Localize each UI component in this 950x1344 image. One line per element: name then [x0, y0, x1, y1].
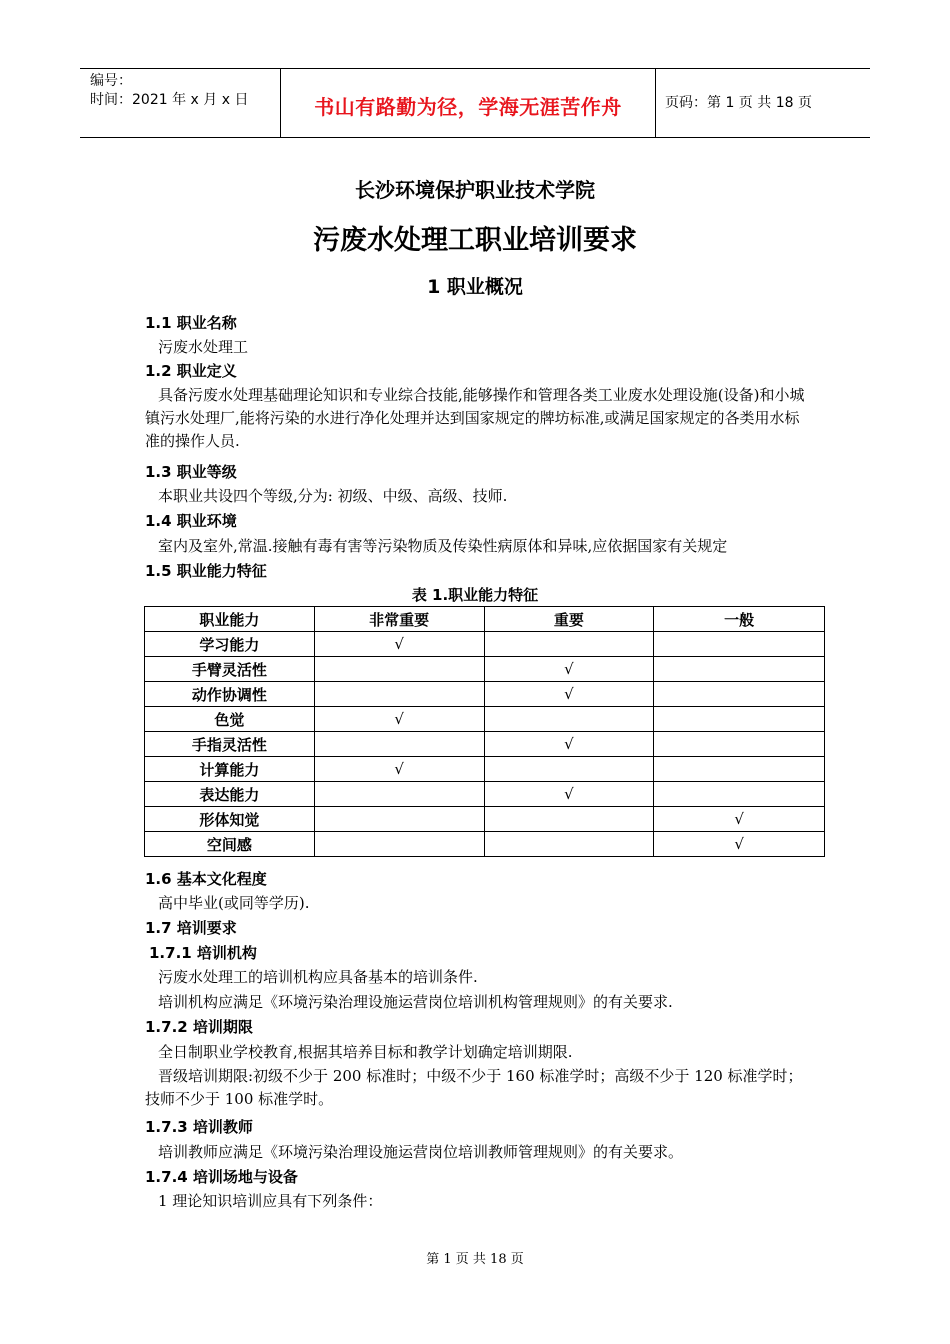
section-1-2-text: 具备污废水处理基础理论知识和专业综合技能,能够操作和管理各类工业废水处理设施(设备)和小城镇污水处理厂,能将污染的水进行净化处理并达到国家规定的牌坊标准,或满足国家规定的各类用水标准的操作人员.	[145, 386, 805, 450]
ability-name: 色觉	[145, 707, 315, 732]
section-1-3-text: 本职业共设四个等级,分为: 初级、中级、高级、技师.	[158, 487, 508, 505]
section-1-7-3-heading: 1.7.3 培训教师	[145, 1118, 253, 1136]
motto: 书山有路勤为径，学海无涯苦作舟	[314, 95, 622, 119]
section-1-7-2-text2: 晋级培训期限:初级不少于 200 标准时；中级不少于 160 标准学时；高级不少于 120 标准学时；技师不少于 100 标准学时。	[145, 1067, 803, 1108]
ability-name: 手臂灵活性	[145, 657, 315, 682]
table-cell	[484, 832, 654, 857]
ability-name: 学习能力	[145, 632, 315, 657]
section-1-1-heading: 1.1 职业名称	[145, 314, 237, 332]
table-row	[145, 707, 825, 732]
table-cell	[314, 832, 484, 857]
code-label: 编号：	[90, 73, 132, 89]
table-row	[145, 732, 825, 757]
section-1-3-heading: 1.3 职业等级	[145, 463, 237, 481]
time-label: 时间：2021 年 x 月 x 日	[90, 92, 249, 108]
section-1-7-1-text2: 培训机构应满足《环境污染治理设施运营岗位培训机构管理规则》的有关要求.	[158, 993, 673, 1011]
table-cell	[654, 757, 825, 782]
column-header: 职业能力	[145, 607, 315, 632]
section-1-7-2-text1: 全日制职业学校教育,根据其培养目标和教学计划确定培训期限.	[158, 1043, 573, 1061]
table-cell: √	[314, 707, 484, 732]
table-cell	[314, 807, 484, 832]
section-1-7-4-heading: 1.7.4 培训场地与设备	[145, 1168, 298, 1186]
school-name: 长沙环境保护职业技术学院	[355, 178, 595, 202]
ability-name: 手指灵活性	[145, 732, 315, 757]
section-1-6-heading: 1.6 基本文化程度	[145, 870, 267, 888]
table-cell	[314, 682, 484, 707]
section-1-7-3-text: 培训教师应满足《环境污染治理设施运营岗位培训教师管理规则》的有关要求。	[158, 1143, 684, 1161]
table-row	[145, 632, 825, 657]
table-cell	[314, 782, 484, 807]
section-1-4-text: 室内及室外,常温.接触有毒有害等污染物质及传染性病原体和异味,应依据国家有关规定	[158, 537, 728, 555]
table-row	[145, 782, 825, 807]
table-cell: √	[484, 657, 654, 682]
document-title: 污废水处理工职业培训要求	[313, 225, 637, 256]
table-cell	[314, 657, 484, 682]
ability-table	[144, 606, 825, 857]
table-cell	[654, 657, 825, 682]
page-footer: 第 1 页 共 18 页	[426, 1252, 524, 1267]
table-row	[145, 657, 825, 682]
table-cell: √	[484, 732, 654, 757]
ability-name: 空间感	[145, 832, 315, 857]
table-cell	[484, 707, 654, 732]
section-1-6-text: 高中毕业(或同等学历).	[158, 894, 310, 912]
chapter-heading: 1 职业概况	[427, 276, 523, 298]
table-cell: √	[484, 782, 654, 807]
section-1-7-1-text1: 污废水处理工的培训机构应具备基本的培训条件.	[158, 968, 478, 986]
column-header: 非常重要	[314, 607, 484, 632]
section-1-5-heading: 1.5 职业能力特征	[145, 562, 267, 580]
table-cell	[314, 732, 484, 757]
table-cell: √	[484, 682, 654, 707]
table-cell	[654, 682, 825, 707]
section-1-7-heading: 1.7 培训要求	[145, 919, 237, 937]
section-1-7-2-heading: 1.7.2 培训期限	[145, 1018, 253, 1036]
table-cell	[654, 632, 825, 657]
section-1-1-text: 污废水处理工	[158, 338, 249, 356]
table-cell	[484, 632, 654, 657]
table-row	[145, 757, 825, 782]
table-cell	[654, 732, 825, 757]
table-cell: √	[654, 807, 825, 832]
section-1-7-1-heading: 1.7.1 培训机构	[149, 944, 257, 962]
table-row	[145, 807, 825, 832]
table-cell: √	[314, 632, 484, 657]
ability-name: 表达能力	[145, 782, 315, 807]
table-row	[145, 832, 825, 857]
table-cell	[484, 757, 654, 782]
ability-name: 计算能力	[145, 757, 315, 782]
section-1-4-heading: 1.4 职业环境	[145, 512, 237, 530]
table-cell: √	[314, 757, 484, 782]
header-motto-cell	[280, 69, 656, 137]
page-info: 页码：第 1 页 共 18 页	[665, 95, 812, 111]
section-1-7-4-text: 1 理论知识培训应具有下列条件：	[158, 1192, 383, 1210]
column-header: 一般	[654, 607, 825, 632]
header-left-cell	[80, 69, 280, 137]
table-cell	[654, 707, 825, 732]
ability-name: 形体知觉	[145, 807, 315, 832]
section-1-2-heading: 1.2 职业定义	[145, 362, 237, 380]
table-cell: √	[654, 832, 825, 857]
column-header: 重要	[484, 607, 654, 632]
header-right-cell	[655, 69, 870, 137]
table-header-row	[145, 607, 825, 632]
table-cell	[484, 807, 654, 832]
page-header	[80, 68, 870, 138]
table-cell	[654, 782, 825, 807]
table-caption: 表 1.职业能力特征	[411, 586, 539, 604]
ability-name: 动作协调性	[145, 682, 315, 707]
table-row	[145, 682, 825, 707]
